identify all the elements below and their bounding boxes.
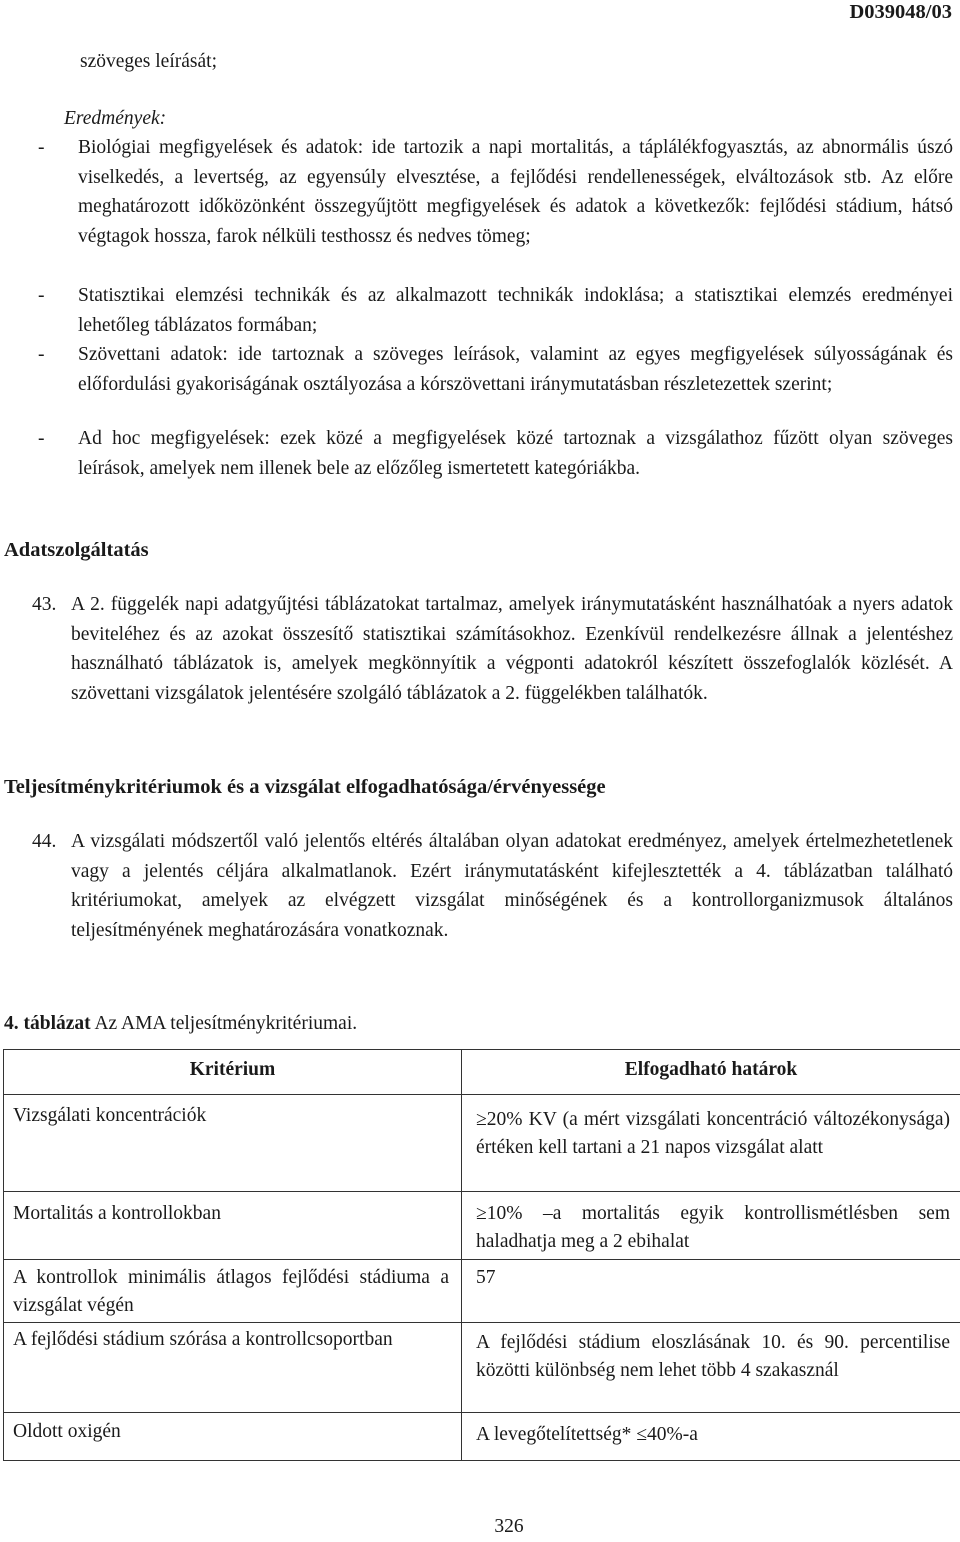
- bullet-text: Statisztikai elemzési technikák és az alkalmazott technikák indoklása; a statisztikai elemzés eredményei lehetőleg táblázatos formában;: [78, 281, 953, 340]
- paragraph-number: 44.: [32, 827, 56, 857]
- table-row: [4, 1095, 960, 1192]
- table-caption-text: Az AMA teljesítménykritériumai.: [91, 1013, 357, 1034]
- limit-cell: ≥10% –a mortalitás egyik kontrollismétlésben sem haladhatja meg a 2 ebihalat: [462, 1192, 960, 1260]
- paragraph-number: 43.: [32, 590, 56, 620]
- bullet-text: Szövettani adatok: ide tartoznak a szöveges leírások, valamint az egyes megfigyelések súlyosságának és előfordulási gyakoriságának osztályozása a kórszövettani iránymutatásban részletezettek szerint;: [78, 340, 953, 399]
- table-row: [4, 1323, 960, 1413]
- criterion-cell: Oldott oxigén: [4, 1413, 462, 1461]
- column-header-limits: Elfogadható határok: [462, 1050, 960, 1095]
- criteria-table: [3, 1049, 960, 1461]
- page-number: 326: [0, 1512, 960, 1542]
- bullet-text: Ad hoc megfigyelések: ezek közé a megfigyelések közé tartoznak a vizsgálathoz fűzött olyan szöveges leírások, amelyek nem illenek bele az előzőleg ismertetett kategóriákba.: [78, 424, 953, 483]
- table-row: [4, 1413, 960, 1461]
- criterion-cell: Mortalitás a kontrollokban: [4, 1192, 462, 1260]
- column-header-criterion: Kritérium: [4, 1050, 462, 1095]
- criterion-cell: A fejlődési stádium szórása a kontrollcsoportban: [4, 1323, 462, 1413]
- section-heading-criteria: Teljesítménykritériumok és a vizsgálat elfogadhatósága/érvényessége: [4, 773, 606, 803]
- criterion-cell: A kontrollok minimális átlagos fejlődési stádiuma a vizsgálat végén: [4, 1260, 462, 1323]
- paragraph-text: A 2. függelék napi adatgyűjtési táblázatokat tartalmaz, amelyek iránymutatásként használhatóak a nyers adatok beviteléhez és az azokat összesítő statisztikai számításokhoz. Ezenkívül rendelkezésre állnak a jelentéshez használható táblázatok is, amelyek megkönnyítik a végponti adatokról készített összefoglalók közlését. A szövettani vizsgálatok jelentésére szolgáló táblázatok a 2. függelékben találhatók.: [71, 590, 953, 708]
- table-row: [4, 1192, 960, 1260]
- criterion-cell: Vizsgálati koncentrációk: [4, 1095, 462, 1192]
- limit-cell: A levegőtelítettség* ≤40%-a: [462, 1413, 960, 1461]
- bullet-marker: -: [38, 281, 45, 311]
- continuation-text: szöveges leírását;: [80, 47, 217, 77]
- table-caption: [4, 1009, 357, 1039]
- results-heading: Eredmények:: [64, 104, 166, 134]
- bullet-marker: -: [38, 133, 45, 163]
- section-heading-data: Adatszolgáltatás: [4, 536, 149, 566]
- paragraph-text: A vizsgálati módszertől való jelentős eltérés általában olyan adatokat eredményez, amelyek értelmezhetetlenek vagy a jelentés céljára alkalmatlanok. Ezért iránymutatásként kifejlesztették a 4. táblázatban található kritériumokat, amelyek az elvégzett vizsgálat minőségének és a kontrollorganizmusok általános teljesítményének meghatározására vonatkoznak.: [71, 827, 953, 945]
- bullet-marker: -: [38, 340, 45, 370]
- limit-cell: 57: [462, 1260, 960, 1323]
- table-row: [4, 1260, 960, 1323]
- document-id: D039048/03: [850, 0, 953, 28]
- limit-cell: A fejlődési stádium eloszlásának 10. és 90. percentilise közötti különbség nem lehet több 4 szakasznál: [462, 1323, 960, 1413]
- limit-cell: ≥20% KV (a mért vizsgálati koncentráció változékonysága) értéken kell tartani a 21 napos vizsgálat alatt: [462, 1095, 960, 1192]
- table-header-row: [4, 1050, 960, 1095]
- bullet-marker: -: [38, 424, 45, 454]
- bullet-text: Biológiai megfigyelések és adatok: ide tartozik a napi mortalitás, a táplálékfogyasztás, az abnormális úszó viselkedés, a levertség, az egyensúly elvesztése, a fejlődési rendellenességek, elváltozások stb. Az előre meghatározott időközönként összegyűjtött megfigyelések és adatok a következők: fejlődési stádium, hátsó végtagok hossza, farok nélküli testhossz és nedves tömeg;: [78, 133, 953, 251]
- table-caption-label: 4. táblázat: [4, 1013, 91, 1034]
